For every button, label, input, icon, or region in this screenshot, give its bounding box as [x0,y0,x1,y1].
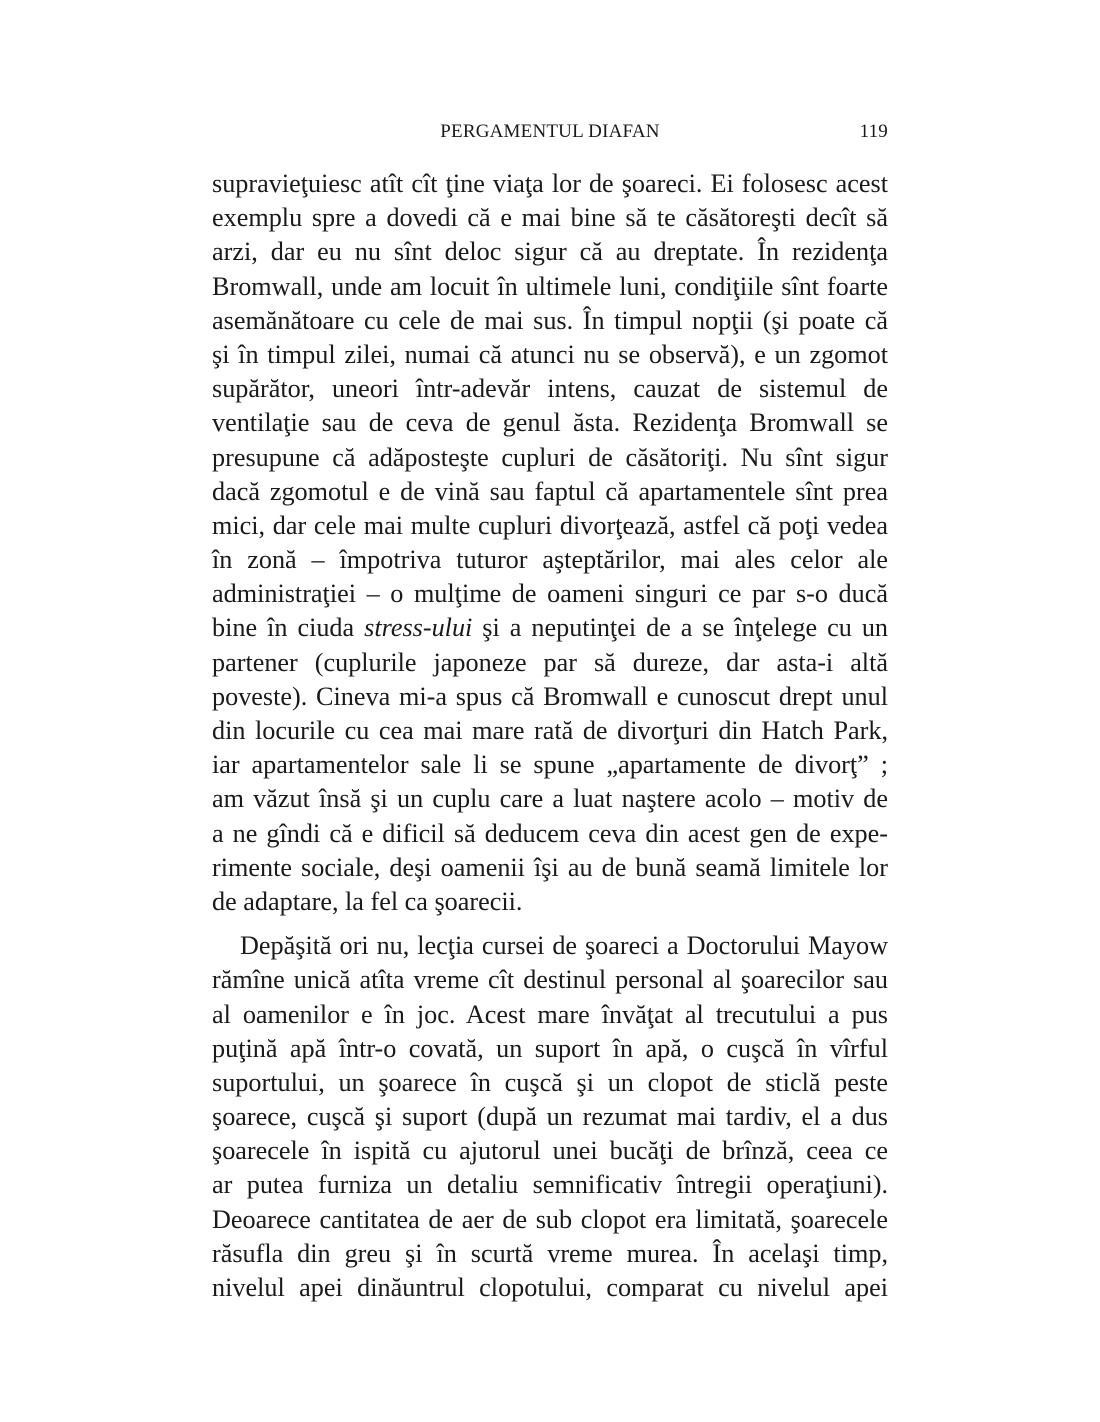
running-header [212,121,888,151]
running-title: PERGAMENTUL DIAFAN [440,121,660,142]
text-line: rămîne unică atîta vreme cît destinul personal al şoarecilor sau [212,965,888,995]
text-line: suportului, un şoarece în cuşcă şi un clopot de sticlă peste [212,1067,888,1097]
paragraph [212,929,888,1305]
text-line-with-italic [212,611,888,645]
text-line: administraţiei – o mulţime de oameni singuri ce par s-o ducă [212,579,888,609]
text-line: ventilaţie sau de ceva de genul ăsta. Rezidenţa Bromwall se [212,408,888,438]
text-line: de adaptare, la fel ca şoarecii. [212,886,523,916]
text-line: supravieţuiesc atît cît ţine viaţa lor de şoareci. Ei folosesc acest [212,169,888,198]
text-line: partener (cuplurile japoneze par să dureze, dar asta-i altă [212,647,888,677]
text-line: răsufla din greu şi în scurtă vreme murea. În acelaşi timp, [212,1238,888,1268]
text-line: rimente sociale, deşi oamenii îşi au de bună seamă limitele lor [212,852,888,882]
text-segment: bine în ciuda [212,613,365,643]
text-line: Bromwall, unde am locuit în ultimele luni, condiţiile sînt foarte [212,271,888,301]
text-line: exemplu spre a dovedi că e mai bine să te căsătoreşti decît să [212,203,888,233]
text-line: ar putea furniza un detaliu semnificativ întregii operaţiuni). [212,1170,888,1200]
text-line: mici, dar cele mai multe cupluri divorţează, astfel că poţi vedea [212,510,888,540]
text-line: a ne gîndi că e dificil să deducem ceva din acest gen de expe- [212,818,888,848]
body-text [212,167,888,1305]
text-line: şoarece, cuşcă şi suport (după un rezumat mai tardiv, el a dus [212,1102,888,1132]
text-line: arzi, dar eu nu sînt deloc sigur că au dreptate. În rezidenţa [212,237,888,267]
text-line: şoarecele în ispită cu ajutorul unei bucăţi de brînză, ceea ce [212,1136,888,1166]
text-line: am văzut însă şi un cuplu care a luat naştere acolo – motiv de [212,784,888,814]
text-line: puţină apă într-o covată, un suport în apă, o cuşcă în vîrful [212,1033,888,1063]
text-line: nivelul apei dinăuntrul clopotului, comparat cu nivelul apei [212,1273,888,1302]
page-number: 119 [859,121,888,142]
paragraph-gap [212,919,888,929]
text-line: supărător, uneori într-adevăr intens, cauzat de sistemul de [212,374,888,404]
text-line: Depăşită ori nu, lecţia cursei de şoareci a Doctorului Mayow [240,931,888,961]
text-line: dacă zgomotul e de vină sau faptul că apartamentele sînt prea [212,476,888,506]
text-line: poveste). Cineva mi-a spus că Bromwall e cunoscut drept unul [212,681,888,711]
text-segment: şi a neputinţei de a se înţelege cu un [472,613,889,643]
text-line: al oamenilor e în joc. Acest mare învăţat al trecutului a pus [212,999,888,1029]
text-line: asemănătoare cu cele de mai sus. În timpul nopţii (şi poate că [212,305,888,335]
text-line: Deoarece cantitatea de aer de sub clopot era limitată, şoarecele [212,1204,888,1234]
italic-term: stress-ului [364,613,473,643]
text-line: şi în timpul zilei, numai că atunci nu se observă), e un zgomot [212,339,888,369]
text-line: din locurile cu cea mai mare rată de divorţuri din Hatch Park, [212,716,888,745]
text-line: presupune că adăposteşte cupluri de căsătoriţi. Nu sînt sigur [212,442,888,472]
text-line: iar apartamentelor sale li se spune „apartamente de divorţ” ; [212,750,888,780]
paragraph [212,167,888,919]
text-line: în zonă – împotriva tuturor aşteptărilor, mai ales celor ale [212,545,888,575]
